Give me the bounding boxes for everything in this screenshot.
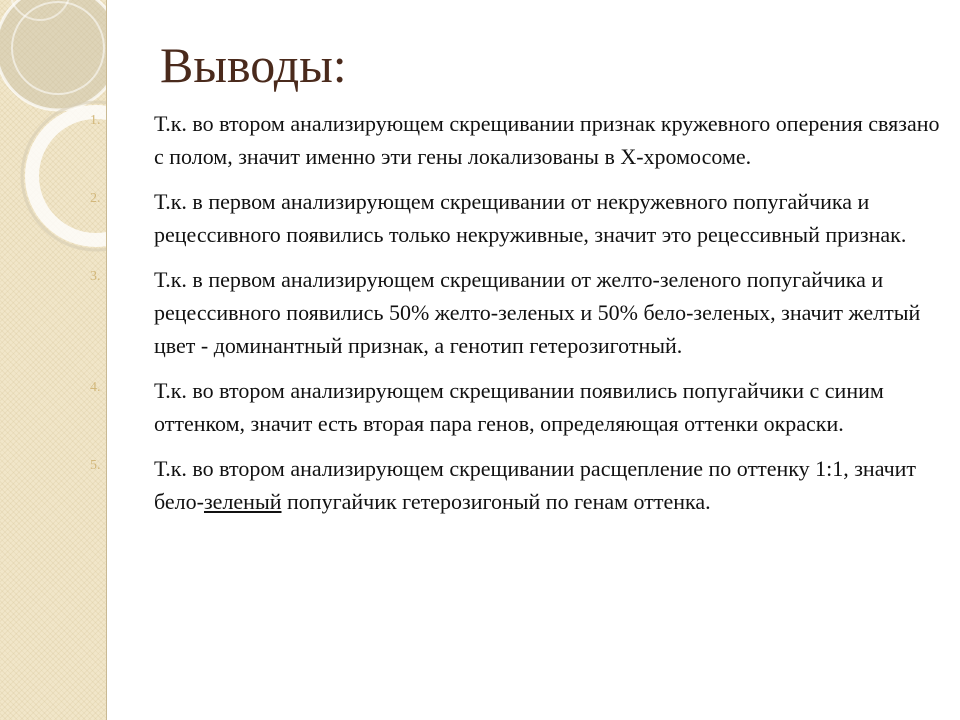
list-item-number: 4. bbox=[90, 380, 101, 395]
list-item bbox=[90, 107, 950, 173]
list-item-number: 1. bbox=[90, 113, 101, 128]
conclusions-list bbox=[90, 107, 950, 530]
underlined-word: зеленый bbox=[203, 489, 282, 514]
list-item-text: Т.к. во втором анализирующем скрещивании появились попугайчики с синим оттенком, значит есть вторая пара генов, определяющая оттенки окраски. bbox=[154, 378, 884, 436]
list-item-text: Т.к. в первом анализирующем скрещивании от желто-зеленого попугайчика и рецессивного появились 50% желто-зеленых и 50% бело-зеленых, значит желтый цвет - доминантный признак, а генотип гетерозиготный. bbox=[154, 267, 921, 358]
list-item-number: 3. bbox=[90, 269, 101, 284]
list-item bbox=[90, 452, 950, 518]
list-item-text: Т.к. в первом анализирующем скрещивании от некружевного попугайчика и рецессивного появились только некруживные, значит это рецессивный признак. bbox=[154, 189, 907, 247]
list-item-text bbox=[154, 452, 950, 518]
list-item-text-part: Т.к. во втором анализирующем скрещивании расщепление по оттенку 1:1, значит бело- bbox=[154, 456, 917, 514]
list-item-text: Т.к. во втором анализирующем скрещивании признак кружевного оперения связано с полом, значит именно эти гены локализованы в Х-хромосоме. bbox=[154, 111, 940, 169]
list-item-number: 2. bbox=[90, 191, 101, 206]
list-item-number: 5. bbox=[90, 458, 101, 473]
list-item-text-part: попугайчик гетерозигоный по генам оттенка. bbox=[281, 489, 711, 514]
list-item bbox=[90, 374, 950, 440]
list-item bbox=[90, 185, 950, 251]
slide-title: Выводы: bbox=[160, 37, 347, 93]
list-item bbox=[90, 263, 950, 362]
